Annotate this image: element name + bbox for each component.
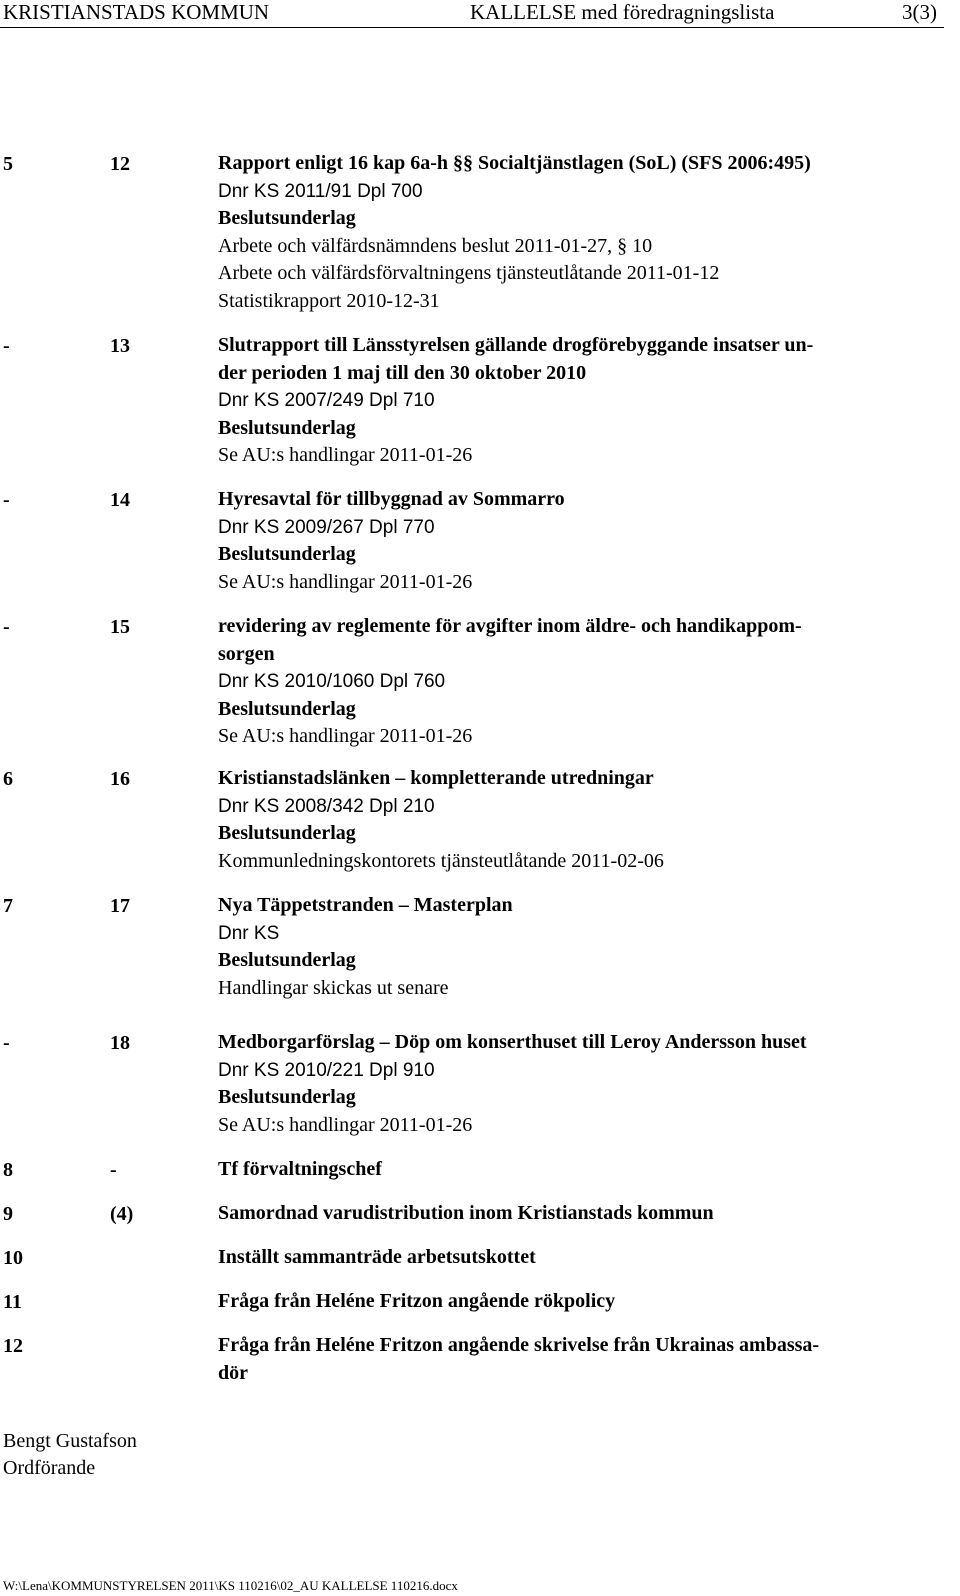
item-number: 11 — [3, 1291, 22, 1313]
item-body — [218, 765, 933, 875]
item-number: 12 — [3, 1335, 23, 1357]
item-number: 6 — [3, 768, 13, 790]
case-reference: Dnr KS 2010/1060 Dpl 760 — [218, 671, 446, 693]
case-reference: Dnr KS 2008/342 Dpl 210 — [218, 795, 435, 817]
item-body — [218, 486, 933, 596]
item-body — [218, 150, 933, 316]
paragraph-number: - — [110, 1159, 117, 1181]
item-number: - — [3, 335, 10, 357]
item-title: Kristianstadslänken – kompletterande utredningar — [218, 767, 654, 789]
item-title: Fråga från Heléne Fritzon angående skrivelse från Ukrainas ambassa- — [218, 1334, 820, 1356]
item-number: 8 — [3, 1159, 13, 1181]
item-number: 10 — [3, 1247, 23, 1269]
header-organization: KRISTIANSTADS KOMMUN — [3, 0, 270, 24]
case-reference: Dnr KS — [218, 922, 280, 944]
paragraph-number: 16 — [110, 768, 130, 790]
item-title: Slutrapport till Länsstyrelsen gällande drogförebyggande insatser un- — [218, 334, 814, 356]
supporting-document: Handlingar skickas ut senare — [218, 976, 449, 999]
item-body — [218, 1332, 933, 1387]
case-reference: Dnr KS 2011/91 Dpl 700 — [218, 180, 423, 202]
item-body — [218, 1244, 933, 1272]
item-number: - — [3, 1032, 10, 1054]
item-number: 7 — [3, 895, 13, 917]
supporting-document: Statistikrapport 2010-12-31 — [218, 289, 440, 312]
basis-heading: Beslutsunderlag — [218, 949, 356, 972]
basis-heading: Beslutsunderlag — [218, 1086, 356, 1109]
supporting-document: Se AU:s handlingar 2011-01-26 — [218, 444, 473, 467]
item-title: revidering av reglemente för avgifter inom äldre- och handikappom- — [218, 615, 802, 637]
paragraph-number: 15 — [110, 616, 130, 638]
item-title: Fråga från Heléne Fritzon angående rökpolicy — [218, 1290, 616, 1312]
basis-heading: Beslutsunderlag — [218, 543, 356, 566]
item-body — [218, 1029, 933, 1139]
header-rule — [0, 27, 944, 28]
item-number: - — [3, 616, 10, 638]
signature-block — [3, 1428, 137, 1482]
item-title: dör — [218, 1361, 248, 1384]
header-document-title: KALLELSE med föredragningslista — [470, 0, 775, 24]
supporting-document: Arbete och välfärdsnämndens beslut 2011-01-27, § 10 — [218, 234, 653, 257]
item-title: Hyresavtal för tillbyggnad av Sommarro — [218, 488, 565, 510]
paragraph-number: 14 — [110, 489, 130, 511]
supporting-document: Arbete och välfärdsförvaltningens tjänsteutlåtande 2011-01-12 — [218, 262, 720, 285]
item-title: Samordnad varudistribution inom Kristianstads kommun — [218, 1202, 714, 1224]
basis-heading: Beslutsunderlag — [218, 822, 356, 845]
item-body — [218, 332, 933, 470]
item-body — [218, 1200, 933, 1228]
paragraph-number: 18 — [110, 1032, 130, 1054]
case-reference: Dnr KS 2010/221 Dpl 910 — [218, 1059, 435, 1081]
item-body — [218, 1156, 933, 1184]
supporting-document: Se AU:s handlingar 2011-01-26 — [218, 1113, 473, 1136]
signatory-name: Bengt Gustafson — [3, 1430, 137, 1452]
item-title: sorgen — [218, 642, 275, 665]
item-body — [218, 1288, 933, 1316]
item-body — [218, 892, 933, 1002]
item-number: - — [3, 489, 10, 511]
paragraph-number: 12 — [110, 153, 130, 175]
header-page-number: 3(3) — [902, 0, 937, 24]
item-number: 5 — [3, 153, 13, 175]
item-title: Inställt sammanträde arbetsutskottet — [218, 1246, 536, 1268]
basis-heading: Beslutsunderlag — [218, 207, 356, 230]
item-body — [218, 613, 933, 751]
case-reference: Dnr KS 2007/249 Dpl 710 — [218, 390, 435, 412]
paragraph-number: 13 — [110, 335, 130, 357]
item-title: Rapport enligt 16 kap 6a-h §§ Socialtjänstlagen (SoL) (SFS 2006:495) — [218, 152, 811, 174]
supporting-document: Se AU:s handlingar 2011-01-26 — [218, 570, 473, 593]
case-reference: Dnr KS 2009/267 Dpl 770 — [218, 516, 435, 538]
item-title: Medborgarförslag – Döp om konserthuset till Leroy Andersson huset — [218, 1031, 807, 1053]
page-header — [0, 0, 960, 24]
file-path-footer: W:\Lena\KOMMUNSTYRELSEN 2011\KS 110216\02_AU KALLELSE 110216.docx — [3, 1578, 458, 1593]
paragraph-number: (4) — [110, 1203, 134, 1225]
basis-heading: Beslutsunderlag — [218, 697, 356, 720]
item-title: Tf förvaltningschef — [218, 1158, 382, 1180]
paragraph-number: 17 — [110, 895, 130, 917]
supporting-document: Se AU:s handlingar 2011-01-26 — [218, 725, 473, 748]
item-title: der perioden 1 maj till den 30 oktober 2010 — [218, 361, 587, 384]
signatory-role: Ordförande — [3, 1457, 96, 1479]
supporting-document: Kommunledningskontorets tjänsteutlåtande 2011-02-06 — [218, 849, 664, 872]
item-number: 9 — [3, 1203, 13, 1225]
item-title: Nya Täppetstranden – Masterplan — [218, 894, 513, 916]
basis-heading: Beslutsunderlag — [218, 416, 356, 439]
